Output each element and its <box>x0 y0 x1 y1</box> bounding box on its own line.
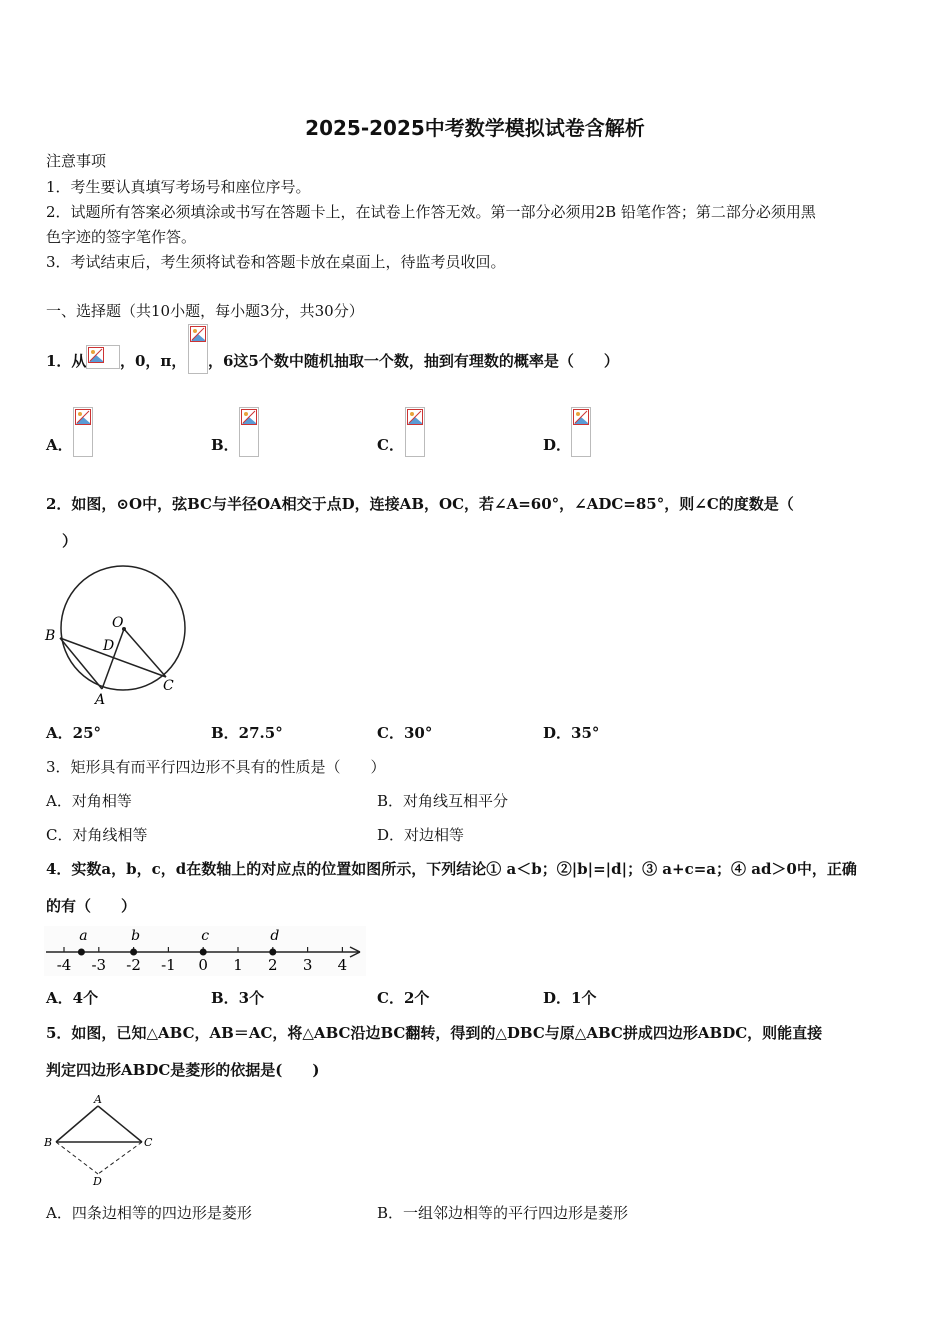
q1-prefix: 1．从 <box>46 352 87 370</box>
tick-label: -3 <box>91 956 107 974</box>
q5-option-a: A．四条边相等的四边形是菱形 <box>46 1204 252 1222</box>
label-a: A <box>94 1093 102 1106</box>
segment-bd-dashed <box>56 1142 98 1174</box>
q1-option-a-image <box>73 407 93 457</box>
q2-stem-line2: ） <box>62 532 78 550</box>
tick-label: 0 <box>198 956 208 974</box>
q4-option-d: D．1个 <box>543 989 597 1007</box>
q1-option-c-image <box>405 407 425 457</box>
segment-cd-dashed <box>98 1142 142 1174</box>
q2-option-b: B．27.5° <box>211 724 283 742</box>
q5-rhombus-figure <box>40 1090 160 1186</box>
point-d <box>269 949 276 956</box>
q4-option-a: A．4个 <box>46 989 99 1007</box>
tick-label: 1 <box>233 956 243 974</box>
broken-image-icon <box>88 347 104 363</box>
label-b: B <box>45 628 56 644</box>
section-heading: 一、选择题（共10小题，每小题3分，共30分） <box>46 302 364 320</box>
segment-ac <box>98 1106 142 1142</box>
label-o: O <box>112 615 124 631</box>
q1-suffix: ，6这5个数中随机抽取一个数，抽到有理数的概率是（ ） <box>208 352 619 370</box>
label-c: C <box>163 678 174 694</box>
broken-image-icon <box>241 409 257 425</box>
notice-heading: 注意事项 <box>46 152 107 170</box>
q1-mid: ，0，π， <box>120 352 187 370</box>
tick-label: -1 <box>161 956 176 974</box>
label-a: A <box>95 692 106 708</box>
q4-stem-line2: 的有（ ） <box>46 897 137 915</box>
broken-image-icon <box>190 326 206 342</box>
q3-option-c: C．对角线相等 <box>46 826 148 844</box>
q2-option-a: A．25° <box>46 724 102 742</box>
label-d: D <box>103 638 115 654</box>
segment-ab <box>56 1106 98 1142</box>
q3-option-b: B．对角线互相平分 <box>377 792 509 810</box>
point-label-c: c <box>201 928 210 944</box>
tick-label: 2 <box>268 956 278 974</box>
notice-item-3: 3．考试结束后，考生须将试卷和答题卡放在桌面上，待监考员收回。 <box>46 253 506 271</box>
point-label-d: d <box>270 928 280 944</box>
q1-option-b-label: B． <box>211 436 239 454</box>
point-label-b: b <box>131 928 141 944</box>
notice-item-2: 2．试题所有答案必须填涂或书写在答题卡上，在试卷上作答无效。第一部分必须用2B 铅笔作答；第二部分必须用黑 <box>46 203 816 221</box>
notice-item-1: 1．考生要认真填写考场号和座位序号。 <box>46 178 311 196</box>
q3-option-a: A．对角相等 <box>46 792 132 810</box>
q1-option-c-label: C． <box>377 436 404 454</box>
q2-circle-figure <box>40 558 195 710</box>
q5-option-b: B．一组邻边相等的平行四边形是菱形 <box>377 1204 629 1222</box>
q2-option-d: D．35° <box>543 724 600 742</box>
q1-option-d-label: D． <box>543 436 572 454</box>
broken-image-icon <box>407 409 423 425</box>
q1-formula-image-1 <box>86 345 120 369</box>
tick-label: 4 <box>337 956 348 974</box>
label-c: C <box>144 1136 153 1149</box>
tick-label: 3 <box>302 956 313 974</box>
q1-option-a-label: A． <box>46 436 73 454</box>
q4-option-c: C．2个 <box>377 989 430 1007</box>
notice-item-2-cont: 色字迹的签字笔作答。 <box>46 228 197 246</box>
q4-stem-line1: 4．实数a，b，c，d在数轴上的对应点的位置如图所示，下列结论① a＜b；②|b|=|d|；③ a+c=a；④ ad＞0中，正确 <box>46 860 857 878</box>
point-a <box>78 949 85 956</box>
broken-image-icon <box>573 409 589 425</box>
q3-option-d: D．对边相等 <box>377 826 465 844</box>
point-label-a: a <box>79 928 88 944</box>
tick-label: -4 <box>56 956 72 974</box>
page-title: 2025-2025中考数学模拟试卷含解析 <box>305 116 645 140</box>
q5-stem-line1: 5．如图，已知△ABC，AB＝AC，将△ABC沿边BC翻转，得到的△DBC与原△ABC拼成四边形ABDC，则能直接 <box>46 1024 823 1042</box>
label-d: D <box>93 1175 102 1186</box>
q1-formula-image-2 <box>188 324 208 374</box>
point-b <box>130 949 137 956</box>
q3-stem: 3．矩形具有而平行四边形不具有的性质是（ ） <box>46 758 386 776</box>
q2-stem-line1: 2．如图，⊙O中，弦BC与半径OA相交于点D，连接AB，OC，若∠A=60°，∠ADC=85°，则∠C的度数是（ <box>46 495 794 513</box>
tick-label: -2 <box>126 956 141 974</box>
q4-option-b: B．3个 <box>211 989 265 1007</box>
label-b: B <box>44 1136 53 1149</box>
q4-number-line <box>44 926 366 976</box>
q1-option-d-image <box>571 407 591 457</box>
q1-option-b-image <box>239 407 259 457</box>
q2-option-c: C．30° <box>377 724 433 742</box>
q5-stem-line2: 判定四边形ABDC是菱形的依据是( ) <box>46 1061 320 1079</box>
broken-image-icon <box>75 409 91 425</box>
point-c <box>200 949 207 956</box>
